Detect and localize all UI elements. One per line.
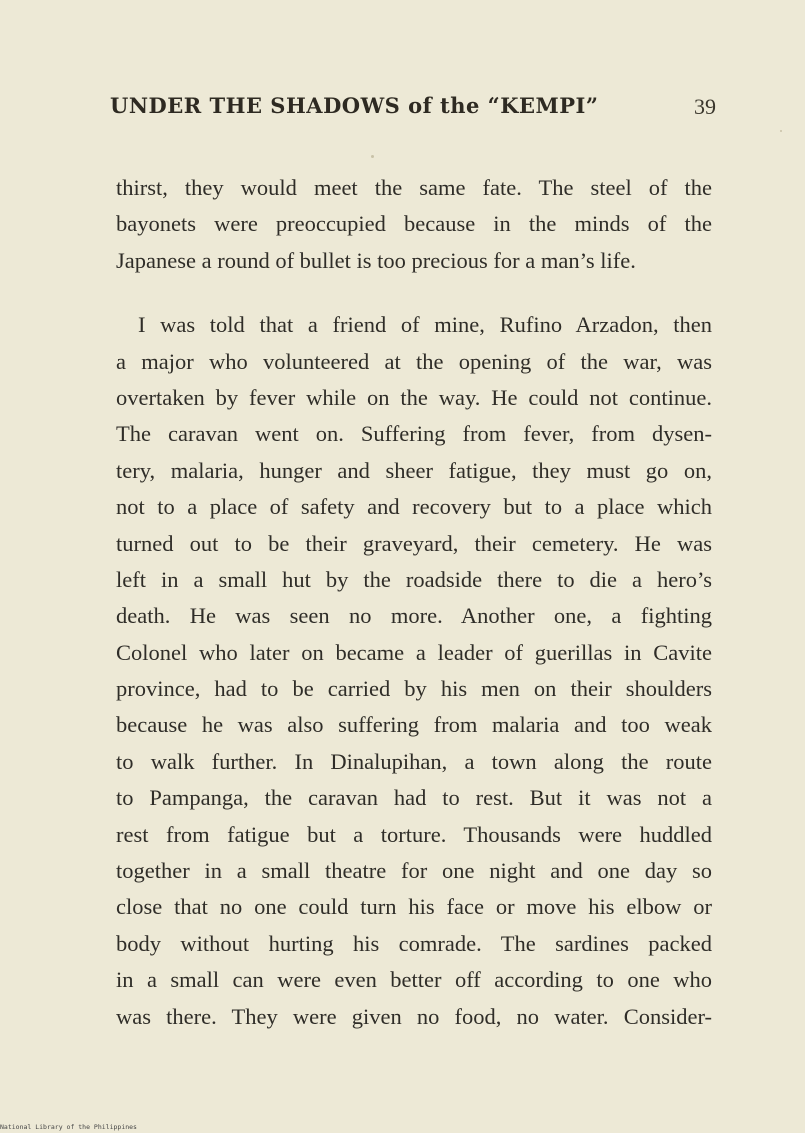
text-line: to Pampanga, the caravan had to rest. But it was not a [116,785,712,811]
text-line: Japanese a round of bullet is too precious for a man’s life. [116,247,636,273]
text-line: I was told that a friend of mine, Rufino Arzadon, then [138,312,712,338]
text-line: tery, malaria, hunger and sheer fatigue, they must go on, [116,457,712,483]
text-line: was there. They were given no food, no water. Consider- [116,1003,712,1029]
text-line: close that no one could turn his face or move his elbow or [116,894,712,920]
text-line: rest from fatigue but a torture. Thousands were huddled [116,821,712,847]
text-line: Colonel who later on became a leader of guerillas in Cavite [116,639,712,665]
running-head [110,93,716,123]
text-line: turned out to be their graveyard, their cemetery. He was [116,530,712,556]
text-line: body without hurting his comrade. The sardines packed [116,930,712,956]
text-line: overtaken by fever while on the way. He could not continue. [116,384,712,410]
paragraph-gap [116,279,712,307]
page-number: 39 [694,94,716,119]
text-line: together in a small theatre for one night and one day so [116,858,712,884]
text-line: left in a small hut by the roadside there to die a hero’s [116,566,712,592]
text-line: in a small can were even better off according to one who [116,967,712,993]
text-line: bayonets were preoccupied because in the minds of the [116,211,712,237]
text-line: The caravan went on. Suffering from fever, from dysen- [116,421,712,447]
text-line: province, had to be carried by his men on their shoulders [116,676,712,702]
running-title: UNDER THE SHADOWS of the “KEMPI” [110,93,599,118]
text-line: death. He was seen no more. Another one, a fighting [116,603,712,629]
footer-credit: National Library of the Philippines [0,1123,137,1131]
body-text [116,170,712,1035]
text-line: to walk further. In Dinalupihan, a town along the route [116,748,712,774]
paper-speck [780,130,782,132]
text-line: because he was also suffering from malaria and too weak [116,712,712,738]
text-line: not to a place of safety and recovery but to a place which [116,494,712,520]
text-line: thirst, they would meet the same fate. The steel of the [116,175,712,200]
paper-speck [371,155,374,158]
text-line: a major who volunteered at the opening of the war, was [116,348,712,374]
